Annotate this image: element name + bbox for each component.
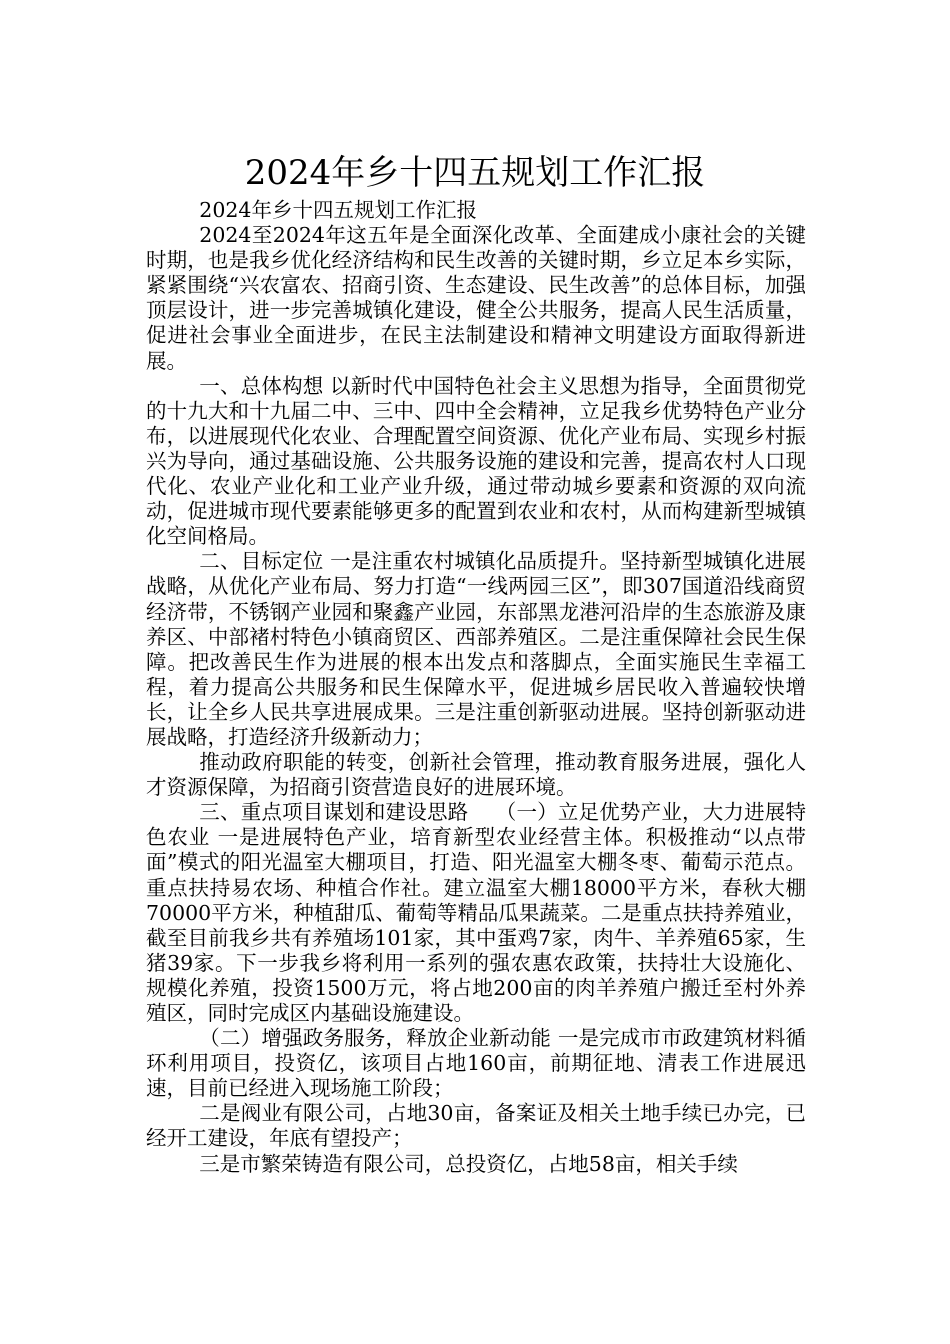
paragraph-intro: 2024至2024年这五年是全面深化改革、全面建成小康社会的关键时期，也是我乡优化经济结构和民生改善的关键时期，乡立足本乡实际，紧紧围绕“兴农富农、招商引资、生态建设、民生改善”的总体目标，加强顶层设计，进一步完善城镇化建设，健全公共服务，提高人民生活质量，促进社会事业全面进步，在民主法制建设和精神文明建设方面取得新进展。: [146, 223, 806, 373]
paragraph-government-service: （二）增强政务服务，释放企业新动能 一是完成市市政建筑材料循环利用项目，投资亿，该项目占地160亩，前期征地、清表工作进展迅速，目前已经进入现场施工阶段；: [146, 1026, 806, 1101]
paragraph-casting-company: 三是市繁荣铸造有限公司，总投资亿，占地58亩，相关手续: [199, 1151, 738, 1176]
paragraph-subtitle: 2024年乡十四五规划工作汇报: [199, 198, 477, 222]
paragraph-overall-concept: 一、总体构想 以新时代中国特色社会主义思想为指导，全面贯彻党的十九大和十九届二中、三中、四中全会精神，立足我乡优势特色产业分布，以进展现代化农业、合理配置空间资源、优化产业布局、实现乡村振兴为导向，通过基础设施、公共服务设施的建设和完善，提高农村人口现代化、农业产业化和工业产业升级，通过带动城乡要素和资源的双向流动，促进城市现代要素能够更多的配置到农业和农村，从而构建新型城镇化空间格局。: [146, 373, 806, 549]
document-body: [146, 198, 806, 1177]
paragraph-goal-positioning: 二、目标定位 一是注重农村城镇化品质提升。坚持新型城镇化进展战略，从优化产业布局、努力打造“一线两园三区”，即307国道沿线商贸经济带，不锈钢产业园和聚鑫产业园，东部黑龙港河沿岸的生态旅游及康养区、中部褚村特色小镇商贸区、西部养殖区。二是注重保障社会民生保障。把改善民生作为进展的根本出发点和落脚点，全面实施民生幸福工程，着力提高公共服务和民生保障水平，促进城乡居民收入普遍较快增长，让全乡人民共享进展成果。三是注重创新驱动进展。坚持创新驱动进展战略，打造经济升级新动力；: [146, 549, 806, 749]
paragraph-government-reform: 推动政府职能的转变，创新社会管理，推动教育服务进展，强化人才资源保障，为招商引资营造良好的进展环境。: [146, 750, 806, 800]
document-title: 2024年乡十四五规划工作汇报: [244, 152, 706, 193]
paragraph-key-projects: 三、重点项目谋划和建设思路 （一）立足优势产业，大力进展特色农业 一是进展特色产业，培育新型农业经营主体。积极推动“以点带面”模式的阳光温室大棚项目，打造、阳光温室大棚冬枣、葡萄示范点。重点扶持易农场、种植合作社。建立温室大棚18000平方米，春秋大棚70000平方米，种植甜瓜、葡萄等精品瓜果蔬菜。二是重点扶持养殖业，截至目前我乡共有养殖场101家，其中蛋鸡7家，肉牛、羊养殖65家，生猪39家。下一步我乡将利用一系列的强农惠农政策，扶持壮大设施化、规模化养殖，投资1500万元，将占地200亩的肉羊养殖户搬迁至村外养殖区，同时完成区内基础设施建设。: [146, 800, 806, 1025]
paragraph-valve-company: 二是阀业有限公司，占地30亩，备案证及相关土地手续已办完，已经开工建设，年底有望投产；: [146, 1101, 806, 1151]
